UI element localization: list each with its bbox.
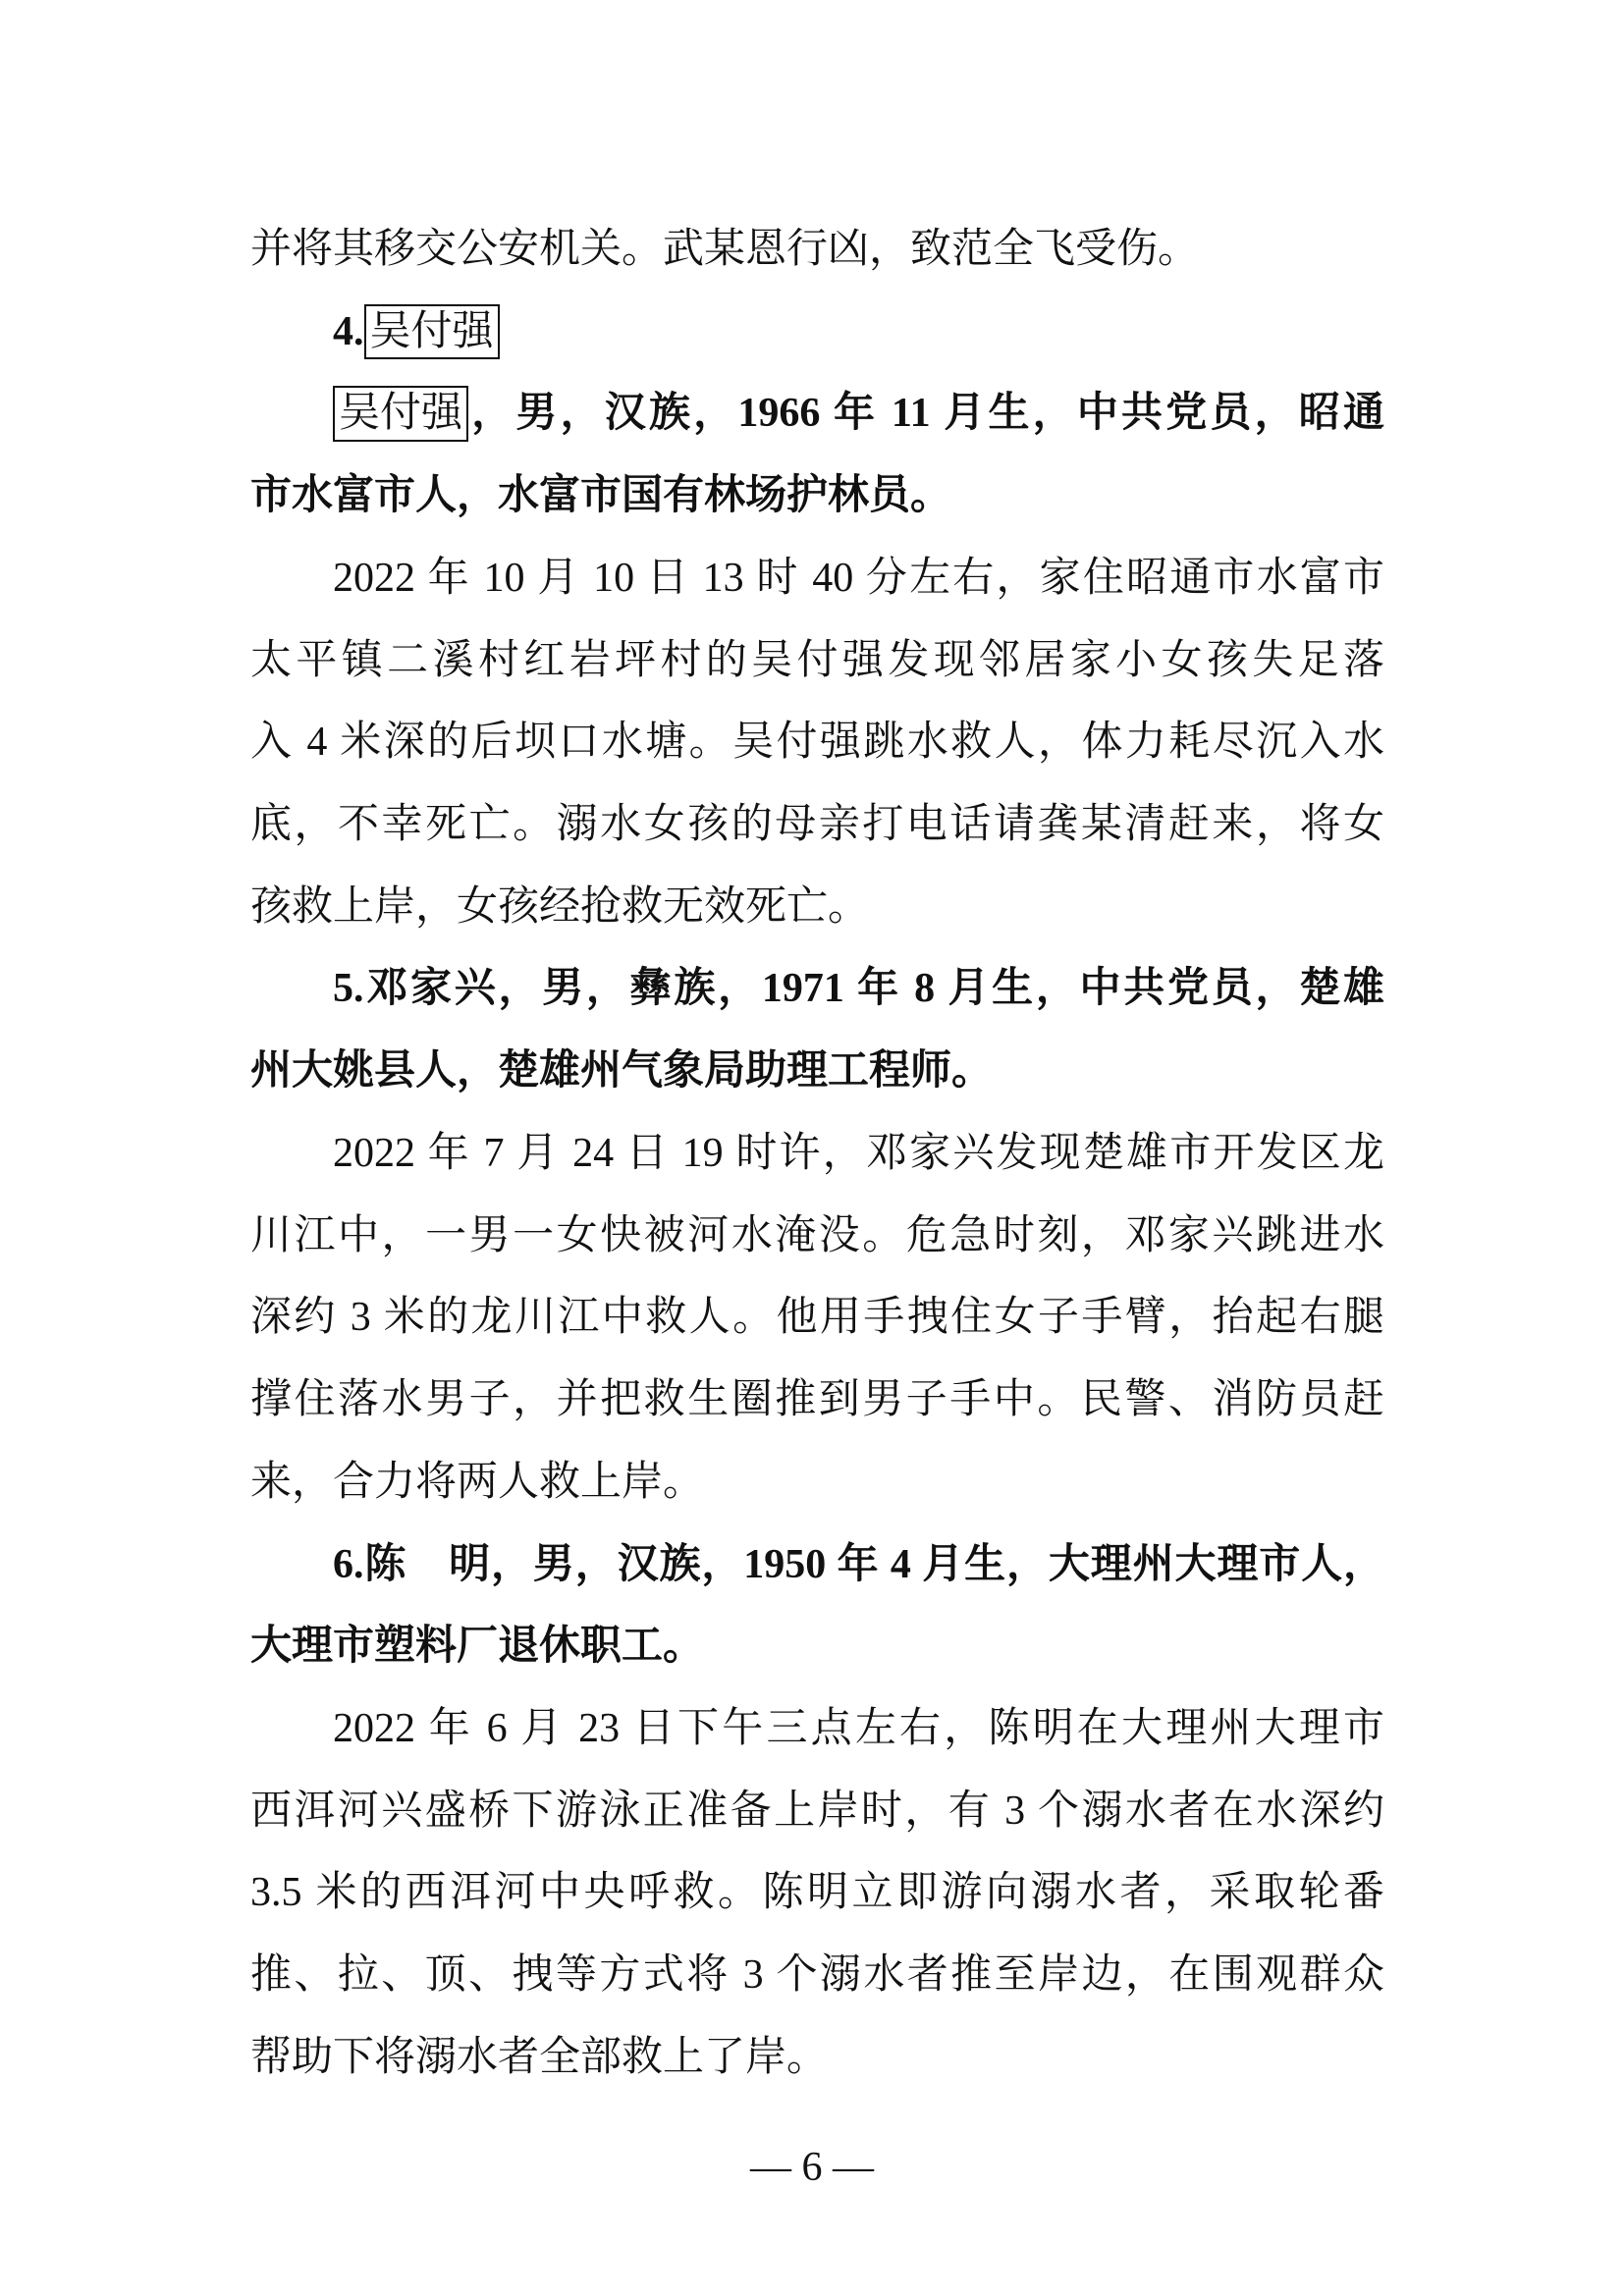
section-4-heading: [250, 292, 1384, 374]
section-5-profile-line: 州大姚县人，楚雄州气象局助理工程师。: [250, 1048, 994, 1095]
section-6-story-line: 帮助下将溺水者全部救上了岸。: [250, 2034, 829, 2080]
section-4-story-line: 2022 年 10 月 10 日 13 时 40 分左右，家住昭通市水富市: [333, 555, 1384, 601]
document-body: [250, 209, 1384, 2100]
section-5-profile-line: 5.邓家兴，男，彝族，1971 年 8 月生，中共党员，楚雄: [333, 966, 1384, 1012]
section-4-story-line: 入 4 米深的后坝口水塘。吴付强跳水救人，体力耗尽沉入水: [250, 720, 1384, 766]
section-5-story-line: 来，合力将两人救上岸。: [250, 1459, 705, 1505]
section-4-story-line: 底，不幸死亡。溺水女孩的母亲打电话请龚某清赶来，将女: [250, 802, 1384, 848]
section-6-story-line: 2022 年 6 月 23 日下午三点左右，陈明在大理州大理市: [333, 1705, 1384, 1751]
page-number: — 6 —: [750, 2145, 874, 2190]
section-6-story-line: 西洱河兴盛桥下游泳正准备上岸时，有 3 个溺水者在水深约: [250, 1788, 1384, 1834]
section-5-story-line: 深约 3 米的龙川江中救人。他用手拽住女子手臂，抬起右腿: [250, 1295, 1384, 1341]
continuation-line: 并将其移交公安机关。武某恩行凶，致范全飞受伤。: [250, 227, 1200, 272]
section-5-story-line: 撑住落水男子，并把救生圈推到男子手中。民警、消防员赶: [250, 1377, 1384, 1423]
section-4-profile-name-box: 吴付强: [333, 386, 468, 442]
section-6-story-line: 推、拉、顶、拽等方式将 3 个溺水者推至岸边，在围观群众: [250, 1952, 1384, 1999]
section-4-number: 4.: [333, 308, 364, 354]
section-6-profile-line: 6.陈 明，男，汉族，1950 年 4 月生，大理州大理市人，: [333, 1541, 1384, 1587]
section-4-heading-name-box: 吴付强: [364, 304, 500, 360]
section-4-story-line: 太平镇二溪村红岩坪村的吴付强发现邻居家小女孩失足落: [250, 637, 1384, 683]
section-4-profile-line: [250, 373, 1384, 455]
section-4-profile-text: ，男，汉族，1966 年 11 月生，中共党员，昭通: [468, 391, 1384, 437]
section-6-profile-line: 大理市塑料厂退休职工。: [250, 1624, 705, 1670]
section-4-profile-line: 市水富市人，水富市国有林场护林员。: [250, 473, 952, 519]
section-4-story-line: 孩救上岸，女孩经抢救无效死亡。: [250, 883, 870, 930]
section-5-story-line: 川江中，一男一女快被河水淹没。危急时刻，邓家兴跳进水: [250, 1212, 1384, 1258]
section-6-story-line: 3.5 米的西洱河中央呼救。陈明立即游向溺水者，采取轮番: [250, 1870, 1384, 1916]
section-5-story-line: 2022 年 7 月 24 日 19 时许，邓家兴发现楚雄市开发区龙: [333, 1130, 1384, 1176]
